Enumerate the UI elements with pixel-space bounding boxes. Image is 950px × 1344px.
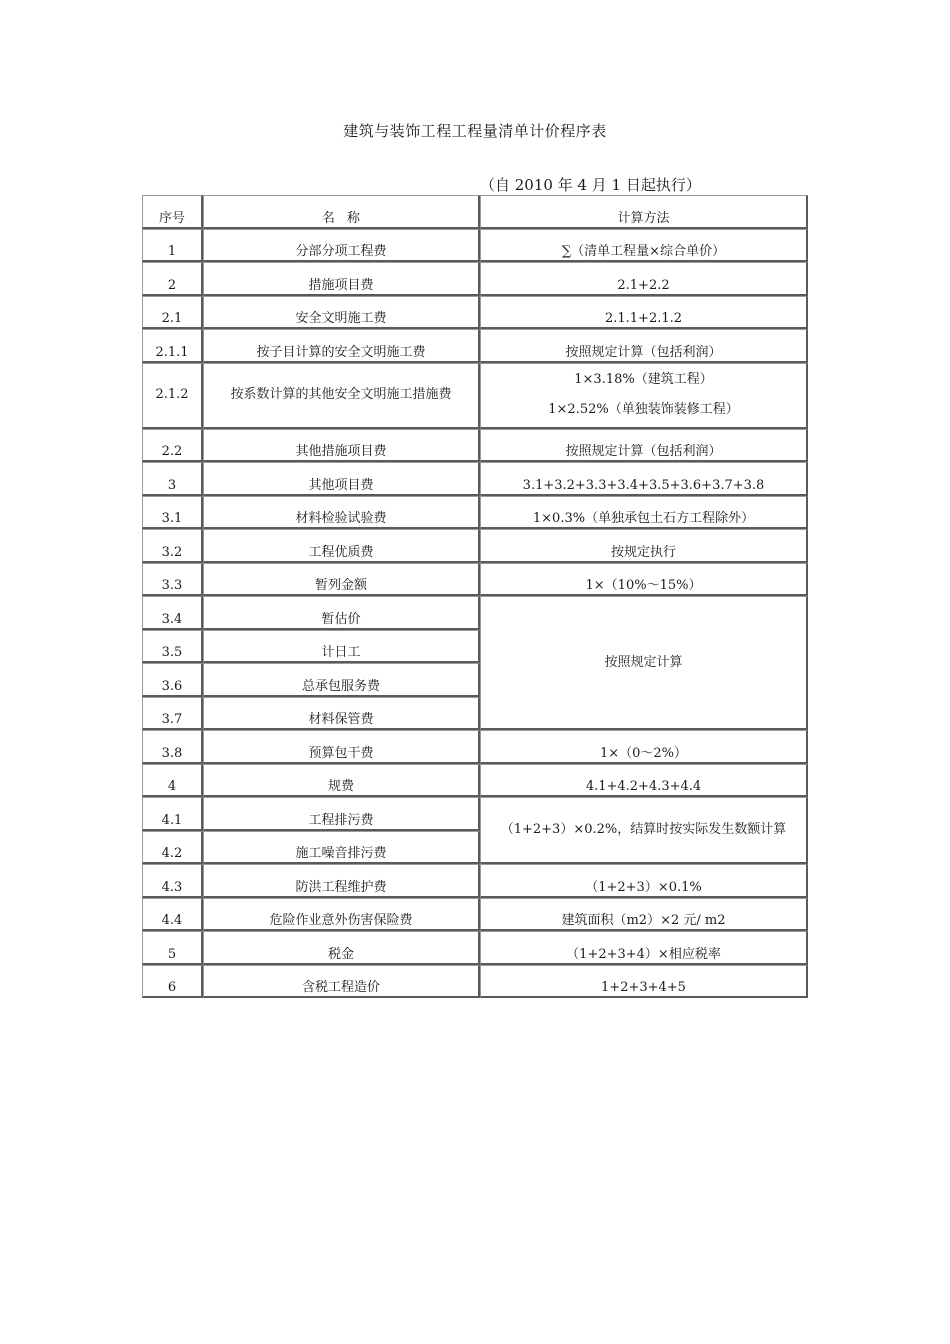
table-row <box>142 329 808 363</box>
row-name: 按子目计算的安全文明施工费 <box>203 329 480 363</box>
header-seq: 序号 <box>142 195 203 229</box>
table-row <box>142 462 808 496</box>
row-name: 防洪工程维护费 <box>203 864 480 898</box>
row-seq: 3 <box>142 462 203 496</box>
row-method: 2.1.1+2.1.2 <box>480 296 808 330</box>
header-name: 名 称 <box>203 195 480 229</box>
table-row <box>142 229 808 263</box>
row-seq: 4 <box>142 764 203 798</box>
row-seq: 4.2 <box>142 831 203 865</box>
row-name: 含税工程造价 <box>203 965 480 999</box>
row-method-merged: （1+2+3）×0.2%，结算时按实际发生数额计算 <box>480 797 808 864</box>
row-method: 按照规定计算（包括利润） <box>480 329 808 363</box>
row-seq: 3.1 <box>142 496 203 530</box>
row-method: ∑（清单工程量×综合单价） <box>480 229 808 263</box>
header-method: 计算方法 <box>480 195 808 229</box>
row-name: 工程排污费 <box>203 797 480 831</box>
table-row <box>142 764 808 798</box>
row-seq: 6 <box>142 965 203 999</box>
row-seq: 3.2 <box>142 529 203 563</box>
row-name: 安全文明施工费 <box>203 296 480 330</box>
row-name: 按系数计算的其他安全文明施工措施费 <box>203 363 480 429</box>
table-row <box>142 965 808 999</box>
row-name: 计日工 <box>203 630 480 664</box>
row-method: 1×0.3%（单独承包土石方工程除外） <box>480 496 808 530</box>
row-seq: 3.7 <box>142 697 203 731</box>
table-row <box>142 797 808 831</box>
row-seq: 4.3 <box>142 864 203 898</box>
row-seq: 1 <box>142 229 203 263</box>
row-seq: 2.1.1 <box>142 329 203 363</box>
table-row <box>142 596 808 630</box>
row-method: 1×（0～2%） <box>480 730 808 764</box>
row-name: 总承包服务费 <box>203 663 480 697</box>
table-row <box>142 529 808 563</box>
row-name: 危险作业意外伤害保险费 <box>203 898 480 932</box>
row-name: 其他措施项目费 <box>203 429 480 463</box>
row-method: 1×（10%～15%） <box>480 563 808 597</box>
row-seq: 4.4 <box>142 898 203 932</box>
table-row <box>142 898 808 932</box>
table-row <box>142 296 808 330</box>
table-row <box>142 563 808 597</box>
row-method-line: 1×2.52%（单独装饰装修工程） <box>548 402 739 417</box>
row-seq: 3.3 <box>142 563 203 597</box>
row-name: 分部分项工程费 <box>203 229 480 263</box>
row-name: 措施项目费 <box>203 262 480 296</box>
row-method: 1+2+3+4+5 <box>480 965 808 999</box>
row-method: 4.1+4.2+4.3+4.4 <box>480 764 808 798</box>
table-row <box>142 730 808 764</box>
table-header-row <box>142 195 808 229</box>
table-row <box>142 429 808 463</box>
table-row <box>142 496 808 530</box>
row-name: 税金 <box>203 931 480 965</box>
row-method: （1+2+3+4）×相应税率 <box>480 931 808 965</box>
row-seq: 2.2 <box>142 429 203 463</box>
row-name: 预算包干费 <box>203 730 480 764</box>
table-row <box>142 864 808 898</box>
row-seq: 3.5 <box>142 630 203 664</box>
row-method-line: 1×3.18%（建筑工程） <box>574 372 713 387</box>
row-seq: 2.1.2 <box>142 363 203 429</box>
pricing-procedure-table <box>142 195 808 998</box>
row-method: 3.1+3.2+3.3+3.4+3.5+3.6+3.7+3.8 <box>480 462 808 496</box>
row-name: 暂估价 <box>203 596 480 630</box>
row-method: 按规定执行 <box>480 529 808 563</box>
row-seq: 4.1 <box>142 797 203 831</box>
row-name: 其他项目费 <box>203 462 480 496</box>
row-name: 暂列金额 <box>203 563 480 597</box>
row-seq: 5 <box>142 931 203 965</box>
row-seq: 3.6 <box>142 663 203 697</box>
page-title: 建筑与装饰工程工程量清单计价程序表 <box>343 122 607 140</box>
table-row <box>142 931 808 965</box>
row-name: 规费 <box>203 764 480 798</box>
row-method: 按照规定计算（包括利润） <box>480 429 808 463</box>
row-seq: 3.8 <box>142 730 203 764</box>
row-method: 建筑面积（m2）×2 元/ m2 <box>480 898 808 932</box>
row-name: 材料保管费 <box>203 697 480 731</box>
row-seq: 2 <box>142 262 203 296</box>
row-seq: 2.1 <box>142 296 203 330</box>
row-name: 施工噪音排污费 <box>203 831 480 865</box>
row-seq: 3.4 <box>142 596 203 630</box>
row-method-merged: 按照规定计算 <box>480 596 808 730</box>
row-method: 2.1+2.2 <box>480 262 808 296</box>
row-method: （1+2+3）×0.1% <box>480 864 808 898</box>
row-name: 工程优质费 <box>203 529 480 563</box>
row-method <box>480 363 808 429</box>
table-row <box>142 363 808 429</box>
effective-date: （自 2010 年 4 月 1 日起执行） <box>480 176 701 194</box>
table-row <box>142 262 808 296</box>
row-name: 材料检验试验费 <box>203 496 480 530</box>
